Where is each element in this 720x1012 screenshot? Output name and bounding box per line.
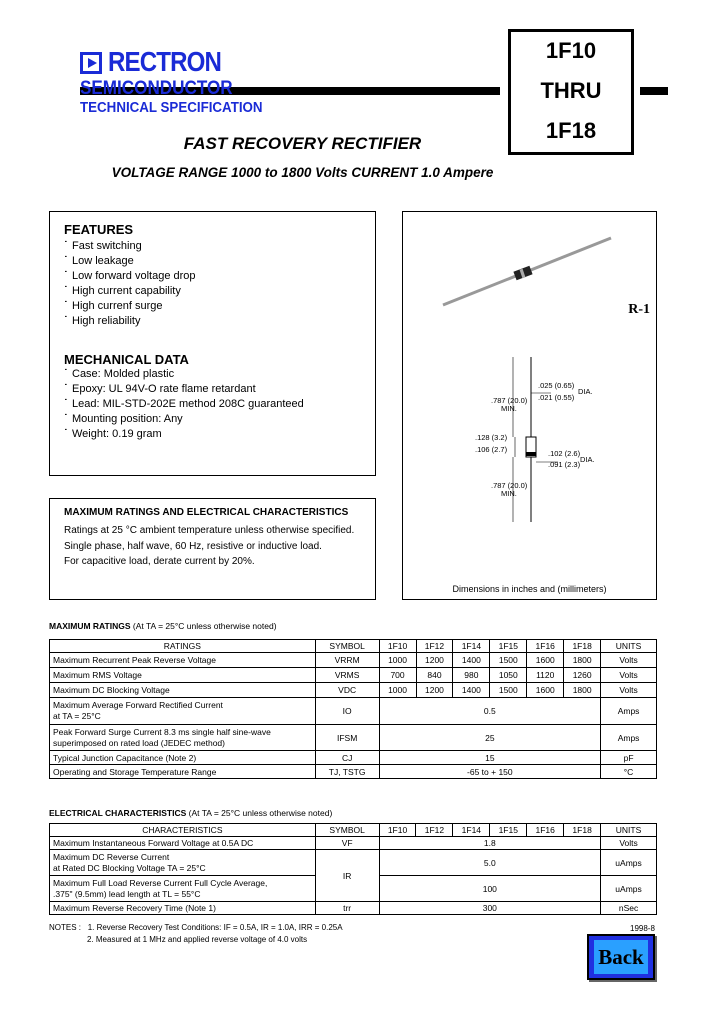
table-cell: -65 to + 150 [379,765,601,779]
package-drawing [402,211,657,600]
table-cell: Amps [601,698,657,725]
dim-lead-len-bot-min: MIN. [501,489,517,498]
table-cell: 1.8 [379,837,601,850]
package-label: R-1 [628,302,650,317]
table-row [50,837,657,850]
header-rule-right [640,87,668,95]
table-header-cell: SYMBOL [315,640,379,653]
ratings-info-heading: MAXIMUM RATINGS AND ELECTRICAL CHARACTERISTICS [64,507,349,518]
list-item [64,412,304,427]
brand-name: RECTRON [108,46,222,77]
doc-type: TECHNICAL SPECIFICATION [80,100,263,116]
max-ratings-caption-bold: MAXIMUM RATINGS [49,621,131,631]
revision-date: 1998-8 [630,924,655,933]
note-1: 1. Reverse Recovery Test Conditions: IF = 0.5A, IR = 1.0A, IRR = 0.25A [87,923,343,932]
table-cell: 1050 [490,668,527,683]
table-header-cell: 1F10 [379,640,416,653]
table-cell: 1400 [453,683,490,698]
table-header-cell: 1F16 [527,824,564,837]
table-header-row [50,640,657,653]
table-cell: IR [315,850,379,902]
features-heading: FEATURES [64,222,134,237]
table-header-cell: 1F18 [564,640,601,653]
table-cell: uAmps [601,850,657,876]
max-ratings-caption [49,621,277,631]
list-item-text: Low leakage [72,255,134,267]
cell-line: superimposed on rated load (JEDEC method) [53,737,225,748]
table-cell: °C [601,765,657,779]
notes [49,922,343,946]
list-item-text: High current capability [72,285,181,297]
bullet-icon: ˙ [64,383,68,395]
table-row [50,902,657,915]
back-button[interactable] [587,934,655,980]
table-cell: CJ [315,751,379,765]
table-cell: VRMS [315,668,379,683]
max-ratings-caption-rest: (At TA = 25°C unless otherwise noted) [130,621,277,631]
table-header-row [50,824,657,837]
bullet-icon: ˙ [64,240,68,252]
table-cell: 1200 [416,653,453,668]
list-item-text: High currenf surge [72,300,163,312]
bullet-icon: ˙ [64,368,68,380]
table-cell: Volts [601,837,657,850]
table-header-cell: 1F10 [379,824,416,837]
ratings-info-box [49,498,376,600]
part-to: 1F18 [545,118,597,143]
list-item [64,427,304,442]
list-item [64,284,196,299]
table-cell: 980 [453,668,490,683]
features-list [64,239,196,329]
dim-body-dia-label: DIA. [580,455,595,464]
dim-body-dia-2: .091 (2.3) [548,460,581,469]
bullet-icon: ˙ [64,398,68,410]
table-cell: 1200 [416,683,453,698]
bullet-icon: ˙ [64,428,68,440]
table-header-cell: 1F14 [453,640,490,653]
table-cell: Volts [601,653,657,668]
bullet-icon: ˙ [64,413,68,425]
part-thru: THRU [540,78,602,103]
table-cell: 1800 [564,683,601,698]
table-cell: 1120 [527,668,564,683]
table-cell: 1000 [379,683,416,698]
table-cell [50,850,316,876]
table-cell: 1600 [527,683,564,698]
list-item-text: High reliability [72,315,141,327]
cell-line: Peak Forward Surge Current 8.3 ms single half sine-wave [53,726,271,737]
list-item [64,299,196,314]
bullet-icon: ˙ [64,255,68,267]
part-from: 1F10 [545,38,597,63]
table-cell: Volts [601,668,657,683]
table-header-cell: RATINGS [50,640,316,653]
list-item [64,254,196,269]
list-item [64,239,196,254]
note-line-1 [49,922,343,934]
bullet-icon: ˙ [64,315,68,327]
list-item-text: Lead: MIL-STD-202E method 208C guaranteed [72,398,304,410]
table-cell [50,876,316,902]
page-subtitle: VOLTAGE RANGE 1000 to 1800 Volts CURRENT 1.0 Ampere [111,165,494,180]
table-cell: VF [315,837,379,850]
page-title: FAST RECOVERY RECTIFIER [183,134,422,153]
table-cell [50,725,316,751]
ratings-info-line: For capacitive load, derate current by 20%. [64,556,255,567]
table-cell: Typical Junction Capacitance (Note 2) [50,751,316,765]
dim-lead-len-top: .787 (20.0) [491,396,528,405]
table-cell: Volts [601,683,657,698]
table-row [50,850,657,876]
list-item-text: Epoxy: UL 94V-O rate flame retardant [72,383,256,395]
list-item [64,314,196,329]
table-header-cell: 1F14 [453,824,490,837]
cell-line: at Rated DC Blocking Voltage TA = 25°C [53,862,206,873]
features-box [49,211,376,476]
list-item-text: Weight: 0.19 gram [72,428,162,440]
outline-band [526,452,536,456]
bullet-icon: ˙ [64,285,68,297]
dim-body-len-1: .128 (3.2) [475,433,508,442]
table-cell: 1500 [490,653,527,668]
dim-lead-len-bot: .787 (20.0) [491,481,528,490]
mechanical-heading: MECHANICAL DATA [64,352,189,367]
table-cell [50,698,316,725]
table-cell: Maximum DC Blocking Voltage [50,683,316,698]
table-header-cell: 1F12 [416,824,453,837]
elec-chars-table [49,823,657,915]
table-header-cell: SYMBOL [315,824,379,837]
list-item-text: Low forward voltage drop [72,270,196,282]
list-item [64,367,304,382]
table-cell: 1000 [379,653,416,668]
table-cell: VDC [315,683,379,698]
dim-lead-dia-2: .021 (0.55) [538,393,575,402]
table-header-cell: 1F15 [490,640,527,653]
table-row [50,683,657,698]
table-cell: 1400 [453,653,490,668]
list-item-text: Fast switching [72,240,142,252]
table-cell: Maximum RMS Voltage [50,668,316,683]
table-header-cell: 1F12 [416,640,453,653]
table-row [50,668,657,683]
diode-band-iso [521,273,524,274]
dim-body-dia-1: .102 (2.6) [548,449,581,458]
table-cell: 1800 [564,653,601,668]
table-cell: Operating and Storage Temperature Range [50,765,316,779]
table-row [50,653,657,668]
table-cell: 1600 [527,653,564,668]
dim-lead-dia-label: DIA. [578,387,593,396]
table-cell: 100 [379,876,601,902]
table-cell: 300 [379,902,601,915]
elec-chars-caption-bold: ELECTRICAL CHARACTERISTICS [49,808,187,818]
table-cell: Amps [601,725,657,751]
notes-label: NOTES : [49,923,82,932]
list-item-text: Mounting position: Any [72,413,183,425]
cell-line: Maximum DC Reverse Current [53,851,170,862]
note-2: 2. Measured at 1 MHz and applied reverse voltage of 4.0 volts [87,935,308,944]
list-item [64,269,196,284]
table-cell: pF [601,751,657,765]
table-cell: nSec [601,902,657,915]
table-cell: 1500 [490,683,527,698]
dim-body-len-2: .106 (2.7) [475,445,508,454]
list-item [64,397,304,412]
table-cell: Maximum Recurrent Peak Reverse Voltage [50,653,316,668]
dim-lead-len-top-min: MIN. [501,404,517,413]
table-header-cell: 1F18 [564,824,601,837]
max-ratings-table [49,639,657,779]
table-header-cell: 1F15 [490,824,527,837]
back-button-label: Back [594,940,648,974]
cell-line: Maximum Average Forward Rectified Current [53,700,223,710]
table-header-cell: UNITS [601,824,657,837]
table-cell: IFSM [315,725,379,751]
table-cell: trr [315,902,379,915]
table-row [50,725,657,751]
table-cell: Maximum Instantaneous Forward Voltage at 0.5A DC [50,837,316,850]
table-cell: TJ, TSTG [315,765,379,779]
table-cell: 25 [379,725,601,751]
dimensions-note: Dimensions in inches and (millimeters) [452,584,607,594]
table-cell: 840 [416,668,453,683]
table-cell: 5.0 [379,850,601,876]
elec-chars-caption [49,808,332,818]
bullet-icon: ˙ [64,270,68,282]
list-item-text: Case: Molded plastic [72,368,175,380]
cell-line: at TA = 25°C [53,711,101,721]
package-drawing-svg [403,212,658,601]
table-cell: 15 [379,751,601,765]
ratings-info-line: Single phase, half wave, 60 Hz, resistive or inductive load. [64,541,322,552]
table-cell: 1260 [564,668,601,683]
elec-chars-caption-rest: (At TA = 25°C unless otherwise noted) [186,808,333,818]
table-cell: Maximum Reverse Recovery Time (Note 1) [50,902,316,915]
note-line-2 [49,934,343,946]
dim-lead-dia-1: .025 (0.65) [538,381,575,390]
table-header-cell: 1F16 [527,640,564,653]
mechanical-list [64,367,304,442]
rectron-logo-icon [80,52,102,74]
bullet-icon: ˙ [64,300,68,312]
table-cell: VRRM [315,653,379,668]
table-cell: 0.5 [379,698,601,725]
ratings-info-line: Ratings at 25 °C ambient temperature unless otherwise specified. [64,525,355,536]
company-name: SEMICONDUCTOR [80,78,233,99]
table-cell: uAmps [601,876,657,902]
table-cell: IO [315,698,379,725]
list-item [64,382,304,397]
cell-line: .375" (9.5mm) lead length at TL = 55°C [53,888,201,899]
table-header-cell: UNITS [601,640,657,653]
table-row [50,765,657,779]
table-row [50,751,657,765]
table-header-cell: CHARACTERISTICS [50,824,316,837]
table-cell: 700 [379,668,416,683]
cell-line: Maximum Full Load Reverse Current Full Cycle Average, [53,877,268,888]
table-row [50,698,657,725]
